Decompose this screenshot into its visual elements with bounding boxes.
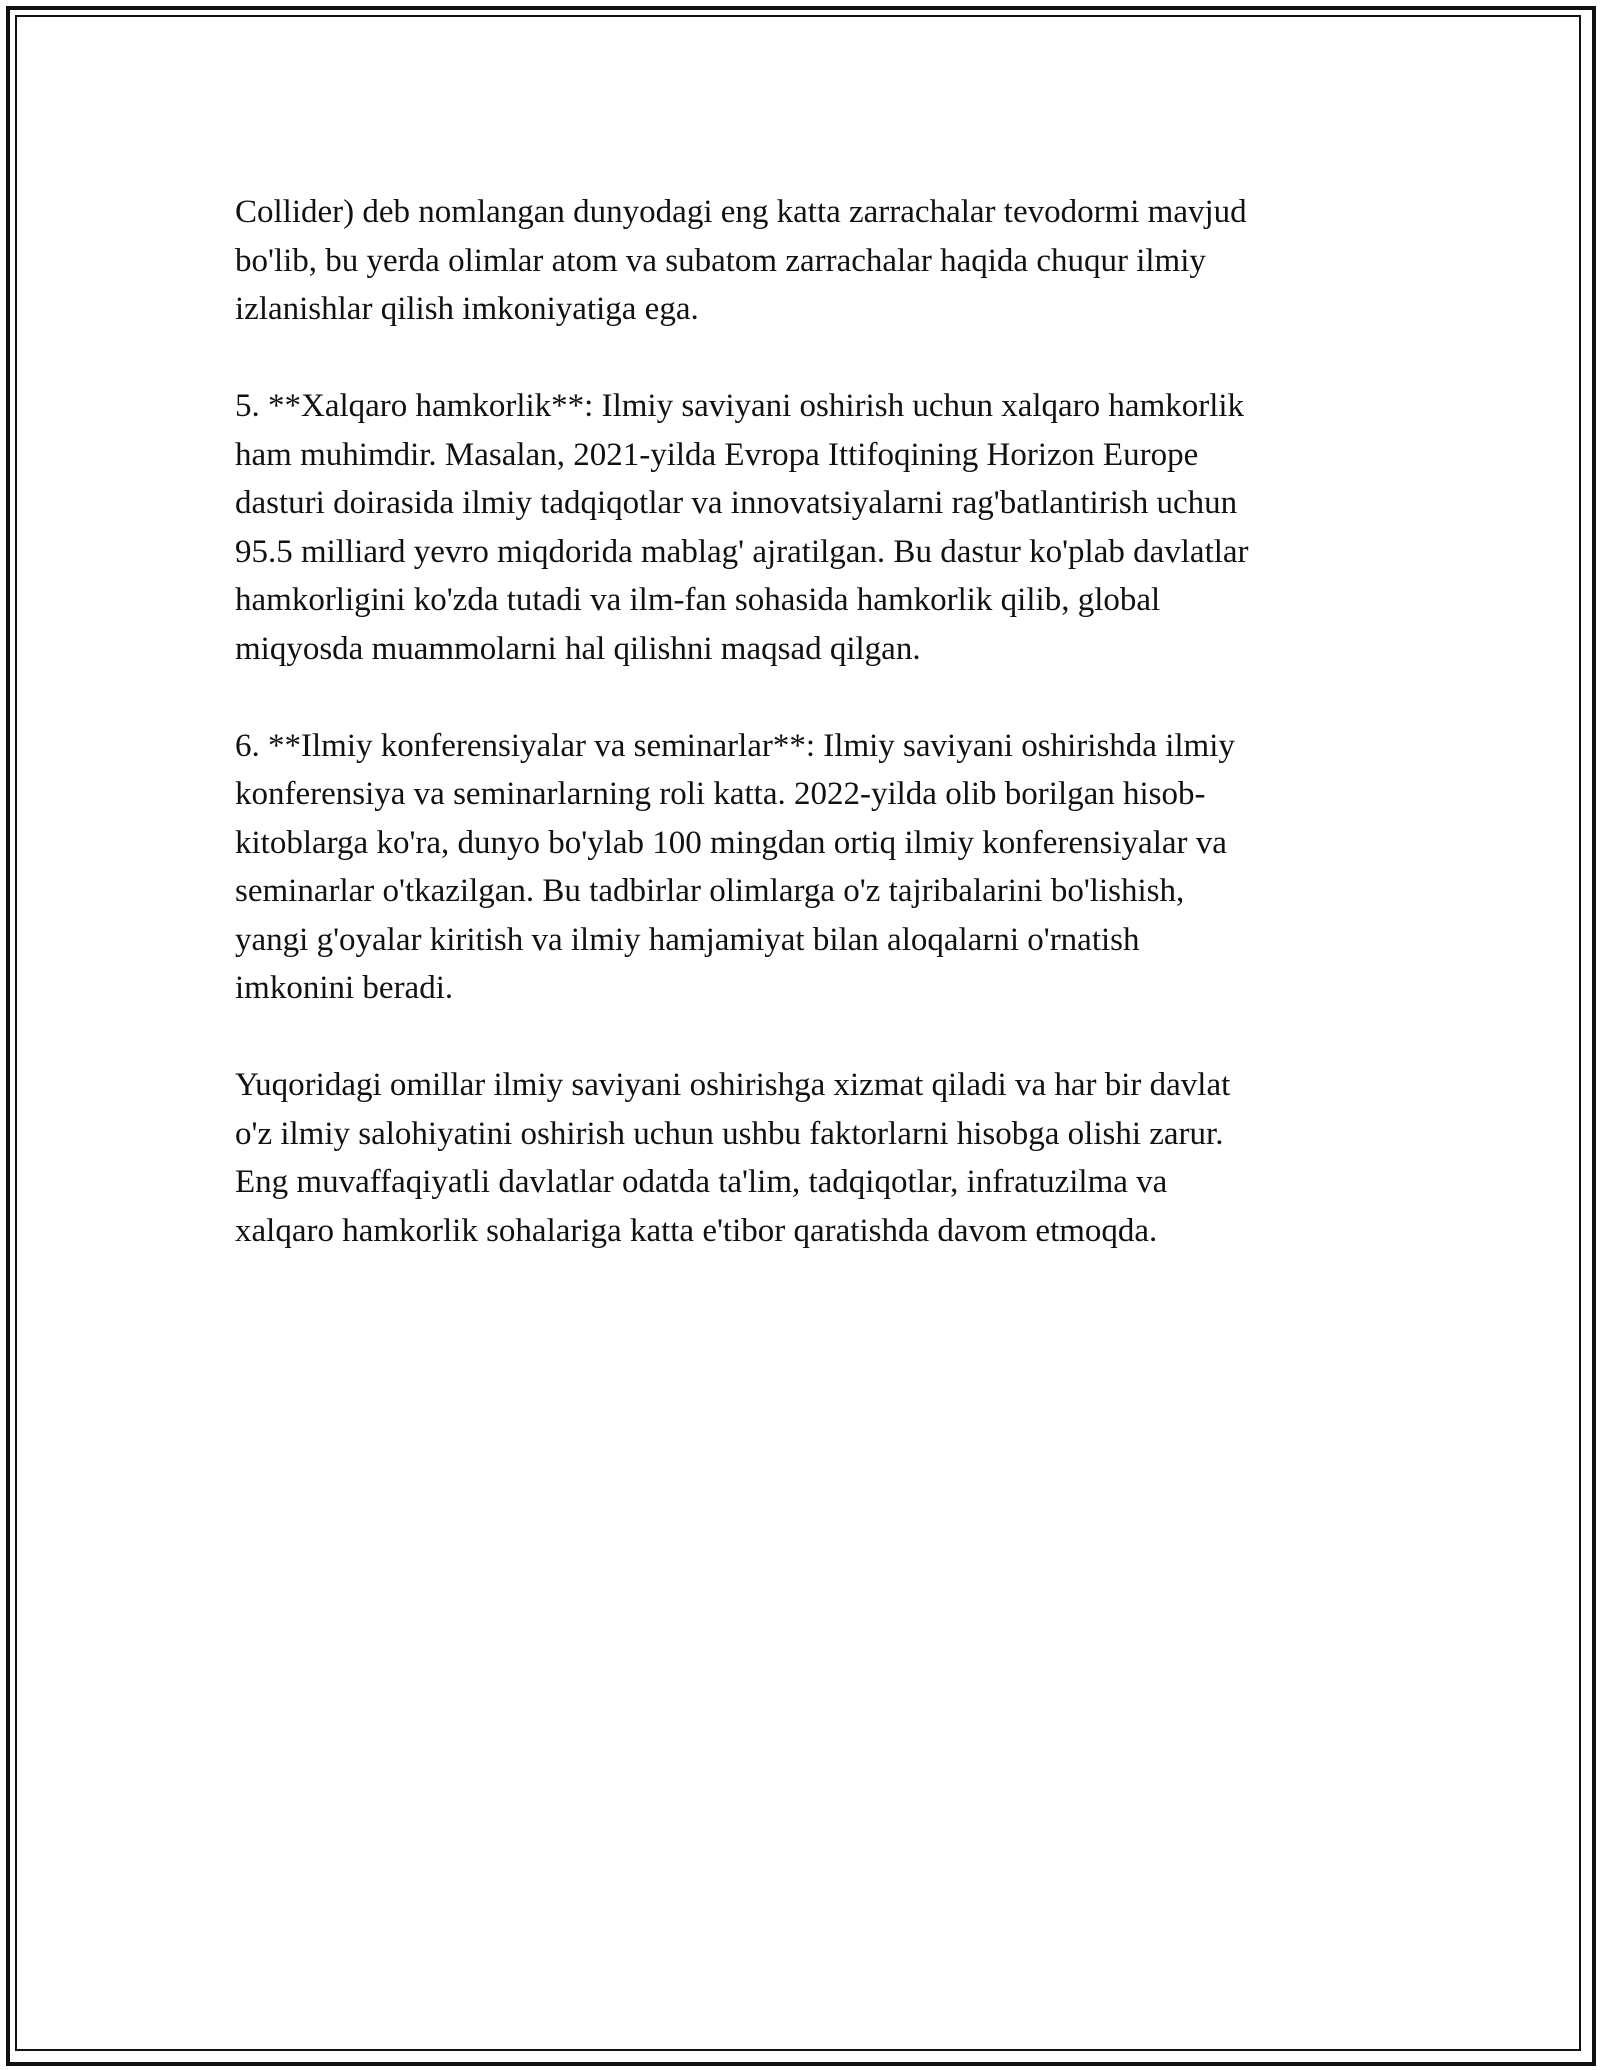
paragraph-collider-continuation: Collider) deb nomlangan dunyodagi eng katta zarrachalar tevodormi mavjud bo'lib, bu yerda olimlar atom va subatom zarrachalar haqida chuqur ilmiy izlanishlar qilish imkoniyatiga ega. bbox=[235, 194, 1247, 327]
paragraph-ilmiy-konferensiyalar: 6. **Ilmiy konferensiyalar va seminarlar**: Ilmiy saviyani oshirishda ilmiy konferensiya va seminarlarning roli katta. 2022-yilda olib borilgan hisob- kitoblarga ko'ra, dunyo bo'ylab 100 mingdan ortiq ilmiy konferensiyalar va seminarlar o'tkazilgan. Bu tadbirlar olimlarga o'z tajribalarini bo'lishish, yangi g'oyalar kiritish va ilmiy hamjamiyat bilan aloqalarni o'rnatish imkonini beradi. bbox=[235, 727, 1235, 1006]
paragraph-xalqaro-hamkorlik: 5. **Xalqaro hamkorlik**: Ilmiy saviyani oshirish uchun xalqaro hamkorlik ham muhimdir. Masalan, 2021-yilda Evropa Ittifoqining Horizon Europe dasturi doirasida ilmiy tadqiqotlar va innovatsiyalarni rag'batlantirish uchun 95.5 milliard yevro miqdorida mablag' ajratilgan. Bu dastur ko'plab davlatlar hamkorligini ko'zda tutadi va ilm-fan sohasida hamkorlik qilib, global miqyosda muammolarni hal qilishni maqsad qilgan. bbox=[235, 388, 1249, 667]
document-body bbox=[235, 188, 1370, 1304]
paragraph-conclusion: Yuqoridagi omillar ilmiy saviyani oshirishga xizmat qiladi va har bir davlat o'z ilmiy salohiyatini oshirish uchun ushbu faktorlarni hisobga olishi zarur. Eng muvaffaqiyatli davlatlar odatda ta'lim, tadqiqotlar, infratuzilma va xalqaro hamkorlik sohalariga katta e'tibor qaratishda davom etmoqda. bbox=[235, 1067, 1231, 1249]
